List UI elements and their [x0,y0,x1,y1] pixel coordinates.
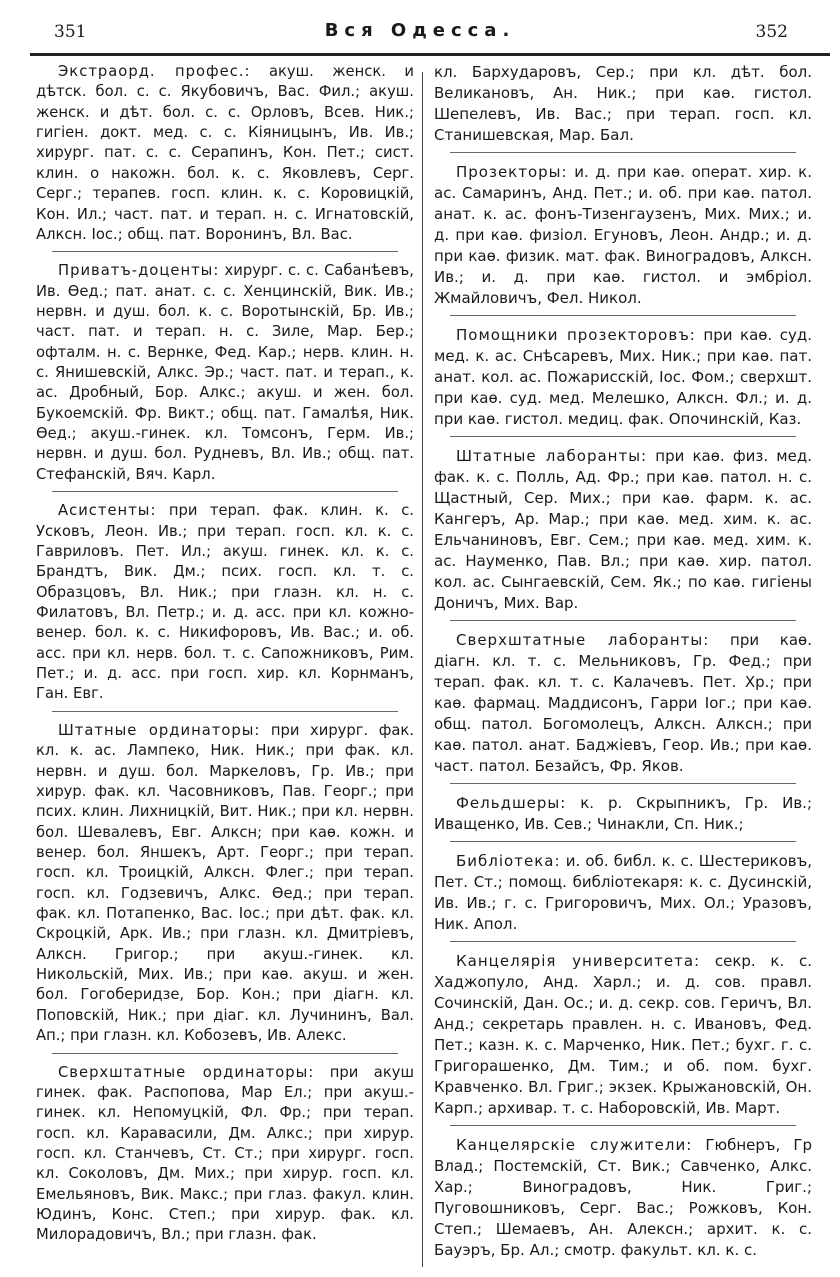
section-heading: Сверхштатные лаборанты: [456,631,710,649]
section-separator [52,491,398,493]
section-heading: Сверхштатные ординаторы: [58,1063,315,1081]
section-text: и. д. при каѳ. операт. хир. к. ас. Самаринъ, Анд. Пет.; и. об. при каѳ. патол. анат. к. ас. фонъ-Тизенгаузенъ, Мих. Мих.; и. д. при каѳ. физіол. Егуновъ, Леон. Андр.; и. д. при каѳ. физик. мат. фак. Виноградовъ, Алксн. Ив.; и. д. при каѳ. гистол. и эмбріол. Жмайловичъ, Фел. Никол. [434,163,812,307]
section-heading: Фельдшеры: [456,794,567,812]
section-separator [450,436,796,438]
section-separator [52,251,398,253]
section-paragraph [434,793,812,835]
section-text: хирург. с. с. Сабанѣевъ, Ив. Ѳед.; пат. анат. с. с. Хенцинскій, Вик. Ив.; нервн. и душ. бол. к. с. Воротынскій, Бр. Ив.; част. пат. и терап. н. с. Зиле, Мар. Бер.; офталм. н. с. Вернке, Фед. Кар.; нерв. клин. н. с. Янишевскій, Алкс. Эр.; част. пат. и терап., к. ас. Дробный, Бор. Алкс.; акуш. и жен. бол. Букоемскій. Фр. Викт.; общ. пат. Гамалѣя, Ник. Ѳед.; акуш.-гинек. кл. Томсонъ, Герм. Ив.; нервн. и душ. бол. Рудневъ, Вл. Ив.; общ. пат. Стефанскій, Вяч. Карл. [36,262,414,483]
section-heading: Штатные лаборанты: [456,447,648,465]
section-separator [450,783,796,785]
section-text: акуш. женск. и дѣтск. бол. с. с. Якубовичъ, Вас. Фил.; акуш. женск. и дѣт. бол. с. с. Орловъ, Всев. Ник.; гигіен. докт. мед. с. с. Кіяницынъ, Ив. Ив.; хирург. пат. с. с. Серапинъ, Кон. Пет.; сист. клин. о накожн. бол. к. с. Яковлевъ, Серг. Серг.; терапев. госп. клин. к. с. Коровицкій, Кон. Ил.; част. пат. и терап. н. с. Игнатовскій, Алксн. Іос.; общ. пат. Воронинъ, Вл. Вас. [36,63,414,243]
page-number-right: 352 [755,22,788,42]
running-title: Вся Одесса. [324,20,516,41]
section-text: при каѳ. суд. мед. к. ас. Снѣсаревъ, Мих. Ник.; при каѳ. пат. анат. кол. ас. Пожарисскій, Іос. Фом.; сверхшт. при каѳ. суд. мед. Мелешко, Алксн. Фл.; и. д. при каѳ. гистол. медиц. фак. Опочинскій, Каз. [434,326,812,428]
section-text: при каѳ. физ. мед. фак. к. с. Полль, Ад. Фр.; при каѳ. патол. н. с. Щастный, Сер. Мих.; при каѳ. фарм. к. ас. Кангеръ, Ар. Мар.; при каѳ. мед. хим. к. ас. Ельчаниновъ, Евг. Сем.; при каѳ. мед. хим. к. ас. Науменко, Пав. Вл.; при каѳ. хир. патол. кол. ас. Сынгаевскій, Сем. Як.; по каѳ. гигіены Доничъ, Мих. Вар. [434,447,812,612]
right-column [434,62,812,1267]
section-text: Гюбнеръ, Гр Влад.; Постемскій, Ст. Вик.; Савченко, Алкс. Хар.; Виноградовъ, Ник. Григ.; Пуговошниковъ, Серг. Вас.; Рожковъ, Кон. Степ.; Шемаевъ, Ан. Алексн.; архит. к. с. Бауэръ, Бр. Ал.; смотр. факульт. кл. к. с. [434,1136,812,1259]
section-separator [450,841,796,843]
section-text: при хирург. фак. кл. к. ас. Лампеко, Ник. Ник.; при фак. кл. нервн. и душ. бол. Маркеловъ, Гр. Ив.; при хирур. фак. кл. Часовниковъ, Пав. Георг.; при псих. клин. Лихницкій, Вит. Ник.; при кл. нервн. бол. Шевалевъ, Евг. Алксн; при каѳ. кожн. и венер. бол. Яншекъ, Арт. Георг.; при терап. госп. кл. Троицкій, Алксн. Флег.; при терап. госп. кл. Годзевичъ, Алкс. Ѳед.; при терап. фак. кл. Потапенко, Вас. Іос.; при дѣт. фак. кл. Скроцкій, Арк. Ив.; при глазн. кл. Дмитріевъ, Алксн. Григор.; при акуш.-гинек. кл. Никольскій, Мих. Ив.; при каѳ. акуш. и жен. бол. Гогоберидзе, Бор. Кон.; при діагн. кл. Поповскій, Ник.; при діаг. кл. Лучининъ, Вал. Ап.; при глазн. кл. Кобозевъ, Ив. Алекс. [36,721,414,1045]
section-heading: Канцелярскіе служители: [456,1136,693,1154]
section-text: при акуш гинек. фак. Распопова, Мар Ел.; при акуш.-гинек. кл. Непомуцкій, Фл. Фр.; при терап. госп. кл. Каравасили, Дм. Алкс.; при хирур. госп. кл. Станчевъ, Ст. Ст.; при хирург. госп. кл. Соколовъ, Дм. Мих.; при хирур. госп. кл. Емельяновъ, Вик. Макс.; при глаз. факул. клин. Юдинъ, Конс. Степ.; при хирур. фак. кл. Милорадовичъ, Вл.; при глазн. фак. [36,1063,414,1244]
section-paragraph [36,721,414,1047]
section-text: при терап. фак. клин. к. с. Усковъ, Леон. Ив.; при терап. госп. кл. к. с. Гавриловъ. Пет. Ил.; акуш. гинек. кл. к. с. Брандтъ, Вик. Дм.; псих. госп. кл. т. с. Образцовъ, Вл. Ник.; при глазн. кл. н. с. Филатовъ, Вл. Петр.; и. д. асс. при кл. кожно-венер. бол. к. с. Никифоровъ, Ив. Вас.; и. об. асс. при кл. нерв. бол. т. с. Сапожниковъ, Рим. Пет.; и. д. асс. при госп. хир. кл. Корнманъ, Ган. Евг. [36,502,414,703]
section-text: секр. к. с. Хаджопуло, Анд. Харл.; и. д. сов. правл. Сочинскій, Дан. Ос.; и. д. секр. сов. Геричъ, Вл. Анд.; секретарь правлен. н. с. Ивановъ, Фед. Пет.; казн. к. с. Марченко, Ник. Пет.; бухг. г. с. Григорашенко, Дм. Тим.; и об. пом. бухг. Кравченко. Вл. Григ.; экзек. Крыжановскій, Он. Карп.; архивар. т. с. Наборовскій, Ив. Март. [434,952,812,1117]
section-heading: Асистенты: [58,502,157,520]
section-heading: Приватъ-доценты: [58,262,220,280]
section-paragraph [434,1135,812,1261]
text-columns [0,62,840,1272]
section-paragraph [434,851,812,935]
section-heading: Помощники прозекторовъ: [456,326,696,344]
header-rule [30,53,830,56]
section-paragraph [434,951,812,1119]
section-heading: Библіотека: [456,852,561,870]
section-paragraph [434,630,812,777]
section-separator [52,1053,398,1055]
section-heading: Экстраорд. профес.: [58,63,251,80]
section-separator [450,315,796,317]
section-text: и. об. библ. к. с. Шестериковъ, Пет. Ст.; помощ. библіотекаря: к. с. Дусинскій, Ив. Ив.; г. с. Григоровичъ, Мих. Ол.; Уразовъ, Ник. Апол. [434,852,812,933]
section-text: к. р. Скрыпникъ, Гр. Ив.; Иващенко, Ив. Сев.; Чинакли, Сп. Ник.; [434,794,812,833]
section-separator [450,152,796,154]
section-paragraph [36,261,414,485]
left-column [36,62,414,1252]
section-text: кл. Бархударовъ, Сер.; при кл. дѣт. бол. Великановъ, Ан. Ник.; при каѳ. гистол. Шепелевъ, Ив. Вас.; при терап. госп. кл. Станишевская, Мар. Бал. [434,63,812,144]
section-text: при каѳ. діагн. кл. т. с. Мельниковъ, Гр. Фед.; при терап. фак. кл. т. с. Калачевъ. Пет. Хр.; при каѳ. фармац. Маддисонъ, Гарри Іог.; при каѳ. общ. патол. Богомолецъ, Алксн. Алксн.; при каѳ. патол. анат. Баджіевъ, Геор. Ив.; при каѳ. част. патол. Безайсъ, Фр. Яков. [434,631,813,775]
section-separator [450,620,796,622]
section-heading: Канцелярія университета: [456,952,701,970]
section-separator [450,1125,796,1127]
section-separator [450,941,796,943]
page-header [0,18,840,50]
section-paragraph [434,446,812,614]
section-paragraph [36,62,414,245]
section-paragraph [434,62,812,146]
page-number-left: 351 [54,22,87,42]
column-divider [422,72,423,1267]
section-paragraph [36,1063,414,1246]
section-separator [52,711,398,713]
section-paragraph [434,325,812,430]
section-paragraph [434,162,812,309]
section-heading: Прозекторы: [456,163,568,181]
section-paragraph [36,501,414,705]
section-heading: Штатные ординаторы: [58,721,261,739]
